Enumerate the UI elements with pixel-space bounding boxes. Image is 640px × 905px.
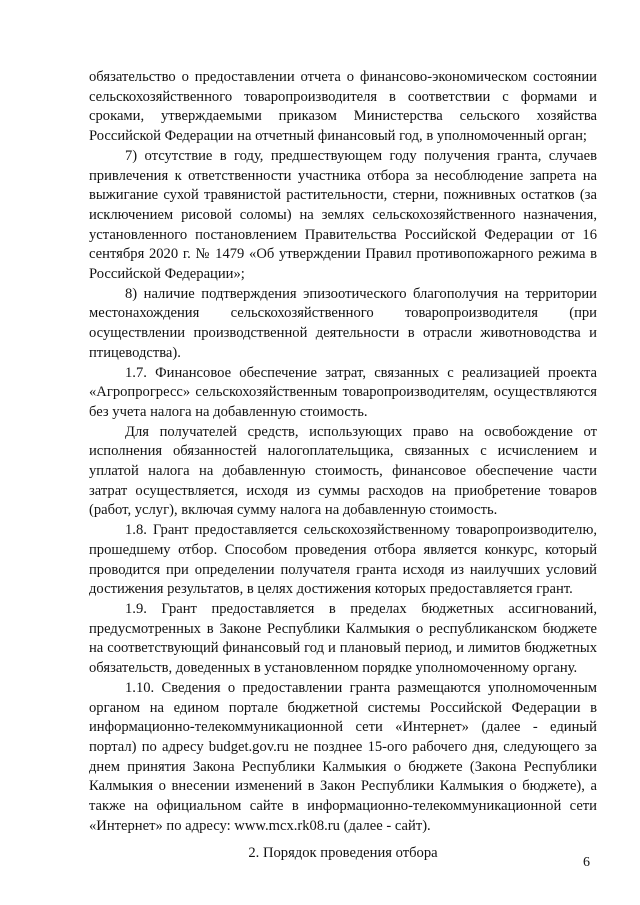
section-heading: 2. Порядок проведения отбора [248, 845, 438, 862]
document-body [89, 68, 597, 864]
paragraph-continuation: обязательство о предоставлении отчета о финансово-экономическом состоянии сельскохозяйственного товаропроизводителя в соответствии с формами и сроками, утверждаемыми приказом Министерства сельского хозяйства Российской Федерации на отчетный финансовый год, в уполномоченный орган; [89, 69, 597, 145]
paragraph-1-8: 1.8. Грант предоставляется сельскохозяйственному товаропроизводителю, прошедшему отбор. Способом проведения отбора является конкурс, который проводится при определении получателя гранта исходя из наилучших условий достижения результатов, в целях достижения которых предоставляется грант. [89, 522, 597, 598]
paragraph-1-7: 1.7. Финансовое обеспечение затрат, связанных с реализацией проекта «Агропрогресс» сельскохозяйственным товаропроизводителям, осуществляются без учета налога на добавленную стоимость. [89, 364, 597, 420]
paragraph-1-10: 1.10. Сведения о предоставлении гранта размещаются уполномоченным органом на едином портале бюджетной системы Российской Федерации в информационно-телекоммуникационной сети «Интернет» (далее - единый портал) по адресу budget.gov.ru не позднее 15-ого рабочего дня, следующего за днем принятия Закона Республики Калмыкия о бюджете (Закона Республики Калмыкия о внесении изменений в Закон Республики Калмыкия о бюджете), а также на официальном сайте в информационно-телекоммуникационной сети «Интернет» по адресу: www.mcx.rk08.ru (далее - сайт). [89, 679, 597, 834]
paragraph-item-8: 8) наличие подтверждения эпизоотического благополучия на территории местонахождения сельскохозяйственного товаропроизводителя (при осуществлении производственной деятельности в отрасли животноводства и птицеводства). [89, 285, 597, 361]
page-number: 6 [583, 855, 590, 870]
paragraph-vat-exemption: Для получателей средств, использующих право на освобождение от исполнения обязанностей налогоплательщика, связанных с исчислением и уплатой налога на добавленную стоимость, финансовое обеспечение части затрат осуществляется, исходя из суммы расходов на приобретение товаров (работ, услуг), включая сумму налога на добавленную стоимость. [89, 423, 597, 519]
paragraph-item-7: 7) отсутствие в году, предшествующем году получения гранта, случаев привлечения к ответственности участника отбора за несоблюдение запрета на выжигание сухой травянистой растительности, стерни, пожнивных остатков (за исключением рисовой соломы) на землях сельскохозяйственного назначения, установленного постановлением Правительства Российской Федерации от 16 сентября 2020 г. № 1479 «Об утверждении Правил противопожарного режима в Российской Федерации»; [89, 147, 597, 283]
paragraph-1-9: 1.9. Грант предоставляется в пределах бюджетных ассигнований, предусмотренных в Законе Республики Калмыкия о республиканском бюджете на соответствующий финансовый год и плановый период, и лимитов бюджетных обязательств, доведенных в установленном порядке уполномоченному органу. [89, 600, 597, 677]
